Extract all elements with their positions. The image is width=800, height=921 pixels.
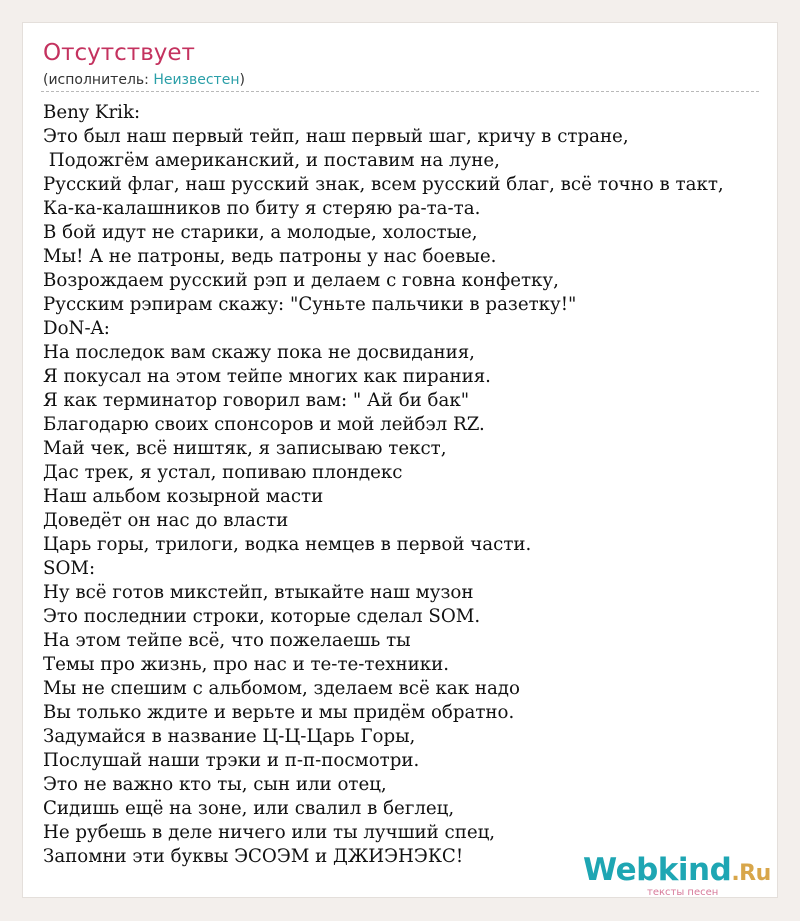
lyric-line: SOM:	[43, 558, 96, 579]
lyric-line: Это последнии строки, которые сделал SOM.	[43, 606, 481, 627]
lyric-line: Ну всё готов микстейп, втыкайте наш музон	[43, 582, 474, 603]
lyrics-text	[43, 101, 788, 869]
lyric-line: Я покусал на этом тейпе многих как пирания.	[43, 366, 491, 387]
logo-wordmark	[583, 852, 771, 888]
lyrics-card	[22, 22, 778, 898]
lyric-line: Русский флаг, наш русский знак, всем русский благ, всё точно в такт,	[43, 174, 724, 195]
header-divider	[41, 91, 759, 92]
lyric-line: DoN-A:	[43, 318, 110, 339]
lyric-line: Задумайся в название Ц-Ц-Царь Горы,	[43, 726, 416, 747]
lyric-line: Подожгём американский, и поставим на луне,	[43, 150, 500, 171]
lyric-line: Наш альбом козырной масти	[43, 486, 324, 507]
lyric-line: Благодарю своих спонсоров и мой лейбэл RZ.	[43, 414, 485, 435]
lyric-line: На этом тейпе всё, что пожелаешь ты	[43, 630, 411, 651]
performer-link[interactable]: Неизвестен	[153, 72, 240, 88]
lyric-line: Мы не спешим с альбомом, зделаем всё как надо	[43, 678, 520, 699]
logo-tld: .Ru	[731, 861, 771, 886]
lyric-line: Это не важно кто ты, сын или отец,	[43, 774, 387, 795]
lyric-line: Темы про жизнь, про нас и те-те-техники.	[43, 654, 450, 675]
lyric-line: Beny Krik:	[43, 102, 141, 123]
lyric-line: Вы только ждите и верьте и мы придём обратно.	[43, 702, 515, 723]
lyric-line: Это был наш первый тейп, наш первый шаг, кричу в стране,	[43, 126, 629, 147]
lyric-line: Дас трек, я устал, попиваю плондекс	[43, 462, 403, 483]
lyric-line: Я как терминатор говорил вам: " Ай би бак"	[43, 390, 470, 411]
lyric-line: Послушай наши трэки и п-п-посмотри.	[43, 750, 420, 771]
performer-prefix: (исполнитель:	[43, 72, 154, 88]
webkind-logo[interactable]	[583, 852, 783, 902]
lyric-line: В бой идут не старики, а молодые, холостые,	[43, 222, 478, 243]
lyric-line: Русским рэпирам скажу: "Суньте пальчики в разетку!"	[43, 294, 577, 315]
lyric-line: Не рубешь в деле ничего или ты лучший спец,	[43, 822, 496, 843]
logo-brand: Webkind	[583, 852, 732, 888]
logo-tagline: тексты песен	[647, 887, 719, 898]
performer-line	[43, 72, 245, 88]
lyric-line: Ка-ка-калашников по биту я стеряю ра-та-та.	[43, 198, 481, 219]
lyric-line: Доведёт он нас до власти	[43, 510, 289, 531]
song-title: Отсутствует	[43, 40, 195, 66]
lyric-line: Май чек, всё ништяк, я записываю текст,	[43, 438, 447, 459]
performer-suffix: )	[239, 72, 245, 88]
lyric-line: Запомни эти буквы ЭСОЭМ и ДЖИЭНЭКС!	[43, 846, 464, 867]
lyric-line: Сидишь ещё на зоне, или свалил в беглец,	[43, 798, 455, 819]
lyric-line: Возрождаем русский рэп и делаем с говна конфетку,	[43, 270, 559, 291]
lyric-line: Царь горы, трилоги, водка немцев в первой части.	[43, 534, 532, 555]
lyric-line: На последок вам скажу пока не досвидания,	[43, 342, 475, 363]
lyric-line: Мы! А не патроны, ведь патроны у нас боевые.	[43, 246, 497, 267]
